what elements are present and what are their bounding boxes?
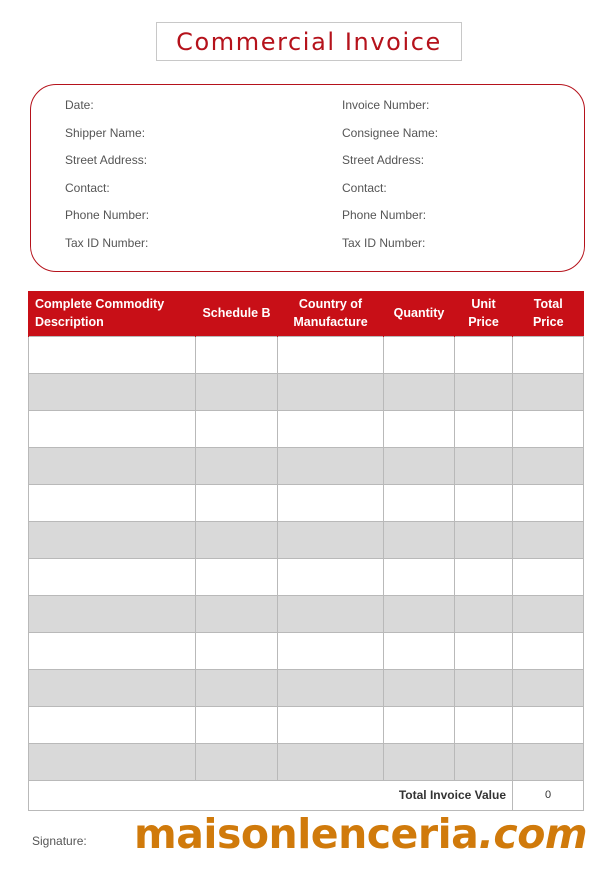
party-info-panel [30, 84, 585, 272]
table-row [29, 521, 584, 558]
cell-schedule-b[interactable] [196, 336, 278, 373]
cell-unit-price[interactable] [455, 484, 513, 521]
shipper-phone-field[interactable]: Phone Number: [65, 208, 150, 223]
date-field[interactable]: Date: [65, 98, 94, 112]
column-header-country: Country of Manufacture [278, 291, 384, 336]
column-header-unit-price: Unit Price [455, 291, 513, 336]
table-row [29, 373, 584, 410]
cell-unit-price[interactable] [455, 743, 513, 780]
table-row [29, 336, 584, 373]
cell-quantity[interactable] [384, 373, 455, 410]
cell-description[interactable] [29, 447, 196, 484]
cell-country[interactable] [278, 595, 384, 632]
cell-quantity[interactable] [384, 521, 455, 558]
total-invoice-value-label: Total Invoice Value [29, 780, 513, 810]
shipper-tax-id-field[interactable]: Tax ID Number: [65, 235, 149, 250]
cell-country[interactable] [278, 484, 384, 521]
cell-unit-price[interactable] [455, 447, 513, 484]
cell-country[interactable] [278, 336, 384, 373]
table-row [29, 447, 584, 484]
cell-quantity[interactable] [384, 447, 455, 484]
cell-unit-price[interactable] [455, 669, 513, 706]
cell-country[interactable] [278, 632, 384, 669]
consignee-tax-id-field[interactable]: Tax ID Number: [342, 235, 426, 250]
shipper-contact-field[interactable]: Contact: [65, 180, 110, 195]
cell-schedule-b[interactable] [196, 595, 278, 632]
cell-description[interactable] [29, 669, 196, 706]
cell-quantity[interactable] [384, 558, 455, 595]
cell-country[interactable] [278, 669, 384, 706]
cell-total-price[interactable] [513, 669, 584, 706]
cell-total-price[interactable] [513, 336, 584, 373]
cell-quantity[interactable] [384, 410, 455, 447]
cell-quantity[interactable] [384, 595, 455, 632]
cell-country[interactable] [278, 410, 384, 447]
cell-quantity[interactable] [384, 706, 455, 743]
cell-country[interactable] [278, 447, 384, 484]
cell-quantity[interactable] [384, 632, 455, 669]
cell-unit-price[interactable] [455, 706, 513, 743]
cell-schedule-b[interactable] [196, 521, 278, 558]
table-row [29, 632, 584, 669]
cell-total-price[interactable] [513, 410, 584, 447]
consignee-phone-field[interactable]: Phone Number: [342, 208, 427, 223]
watermark-logo: maisonlenceria.com [134, 810, 588, 858]
shipper-info-column [65, 97, 149, 263]
column-header-total-price: Total Price [513, 291, 584, 336]
cell-schedule-b[interactable] [196, 743, 278, 780]
column-header-schedule-b: Schedule B [196, 291, 278, 336]
table-row [29, 743, 584, 780]
cell-unit-price[interactable] [455, 558, 513, 595]
consignee-info-column [342, 97, 438, 263]
cell-description[interactable] [29, 336, 196, 373]
cell-quantity[interactable] [384, 336, 455, 373]
cell-schedule-b[interactable] [196, 669, 278, 706]
page-title: Commercial Invoice [176, 27, 442, 56]
cell-unit-price[interactable] [455, 595, 513, 632]
consignee-contact-field[interactable]: Contact: [342, 180, 387, 195]
invoice-number-field[interactable]: Invoice Number: [342, 98, 430, 112]
total-invoice-value[interactable]: 0 [513, 780, 584, 810]
cell-description[interactable] [29, 521, 196, 558]
cell-quantity[interactable] [384, 484, 455, 521]
commodity-table [28, 291, 584, 811]
table-row [29, 669, 584, 706]
cell-schedule-b[interactable] [196, 632, 278, 669]
cell-schedule-b[interactable] [196, 706, 278, 743]
cell-description[interactable] [29, 595, 196, 632]
cell-description[interactable] [29, 632, 196, 669]
column-header-quantity: Quantity [384, 291, 455, 336]
table-row [29, 706, 584, 743]
cell-unit-price[interactable] [455, 410, 513, 447]
cell-unit-price[interactable] [455, 373, 513, 410]
signature-label: Signature: [32, 834, 87, 848]
cell-total-price[interactable] [513, 521, 584, 558]
cell-schedule-b[interactable] [196, 447, 278, 484]
cell-country[interactable] [278, 743, 384, 780]
cell-description[interactable] [29, 373, 196, 410]
cell-total-price[interactable] [513, 484, 584, 521]
cell-country[interactable] [278, 521, 384, 558]
cell-total-price[interactable] [513, 743, 584, 780]
shipper-street-address-field[interactable]: Street Address: [65, 153, 148, 168]
cell-schedule-b[interactable] [196, 410, 278, 447]
cell-schedule-b[interactable] [196, 484, 278, 521]
table-row [29, 410, 584, 447]
shipper-name-field[interactable]: Shipper Name: [65, 125, 146, 140]
cell-country[interactable] [278, 706, 384, 743]
cell-total-price[interactable] [513, 595, 584, 632]
consignee-street-address-field[interactable]: Street Address: [342, 153, 425, 168]
column-header-description: Complete Commodity Description [29, 291, 196, 336]
table-row [29, 558, 584, 595]
table-header-row [29, 291, 584, 336]
cell-total-price[interactable] [513, 447, 584, 484]
cell-description[interactable] [29, 484, 196, 521]
cell-total-price[interactable] [513, 706, 584, 743]
cell-schedule-b[interactable] [196, 373, 278, 410]
consignee-name-field[interactable]: Consignee Name: [342, 125, 439, 140]
cell-description[interactable] [29, 743, 196, 780]
cell-schedule-b[interactable] [196, 558, 278, 595]
total-row [29, 780, 584, 810]
cell-total-price[interactable] [513, 373, 584, 410]
cell-quantity[interactable] [384, 669, 455, 706]
title-box [156, 22, 462, 61]
cell-unit-price[interactable] [455, 336, 513, 373]
cell-unit-price[interactable] [455, 521, 513, 558]
cell-total-price[interactable] [513, 632, 584, 669]
cell-description[interactable] [29, 558, 196, 595]
cell-country[interactable] [278, 373, 384, 410]
cell-total-price[interactable] [513, 558, 584, 595]
table-row [29, 595, 584, 632]
cell-description[interactable] [29, 410, 196, 447]
table-row [29, 484, 584, 521]
cell-description[interactable] [29, 706, 196, 743]
cell-quantity[interactable] [384, 743, 455, 780]
cell-country[interactable] [278, 558, 384, 595]
cell-unit-price[interactable] [455, 632, 513, 669]
